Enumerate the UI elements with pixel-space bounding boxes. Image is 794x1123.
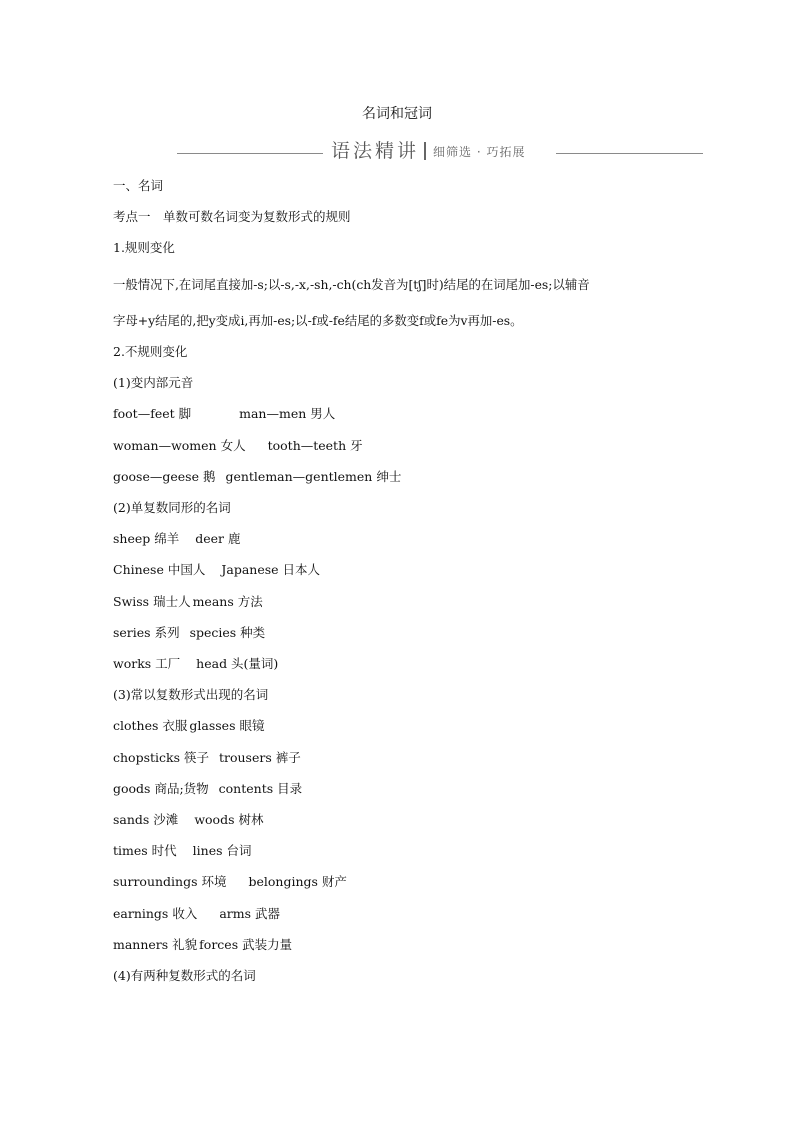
banner-divider: [424, 142, 426, 160]
vocab-item: sheep 绵羊: [113, 531, 180, 546]
vocab-row: [113, 656, 278, 672]
rule1-text-line1: 一般情况下,在词尾直接加-s;以-s,-x,-sh,-ch(ch发音为[tʃ]时)结尾的在词尾加-es;以辅音: [113, 277, 590, 292]
vocab-item: trousers 裤子: [218, 750, 301, 765]
vocab-item: times 时代: [113, 843, 177, 858]
sub1-heading: (1)变内部元音: [113, 375, 194, 390]
section-banner: [177, 139, 703, 167]
vocab-item: species 种类: [189, 625, 266, 640]
banner-sub-label: 细筛选 · 巧拓展: [433, 145, 526, 159]
vocab-item: forces 武装力量: [199, 937, 293, 952]
vocab-row: [113, 874, 347, 890]
vocab-row: [113, 406, 335, 422]
vocab-row: [113, 718, 264, 734]
vocab-row: [113, 812, 263, 828]
vocab-item: goods 商品;货物: [113, 781, 209, 796]
vocab-item: manners 礼貌: [113, 937, 198, 952]
vocab-row: [113, 750, 301, 766]
vocab-item: works 工厂: [113, 656, 181, 671]
section-heading-nouns: 一、名词: [113, 178, 164, 193]
rule1-heading: 1.规则变化: [113, 240, 175, 255]
vocab-item: earnings 收入: [113, 906, 198, 921]
vocab-item: gentleman—gentlemen 绅士: [225, 469, 402, 484]
sub4-heading: (4)有两种复数形式的名词: [113, 968, 256, 983]
vocab-row: [113, 531, 241, 547]
vocab-item: surroundings 环境: [113, 874, 227, 889]
vocab-row: [113, 781, 302, 797]
vocab-row: [113, 594, 263, 610]
sub2-heading: (2)单复数同形的名词: [113, 500, 231, 515]
vocab-row: [113, 625, 265, 641]
vocab-row: [113, 937, 292, 953]
vocab-item: means 方法: [192, 594, 263, 609]
vocab-row: [113, 469, 401, 485]
vocab-row: [113, 562, 320, 578]
banner-main-label: 语法精讲: [331, 140, 420, 162]
vocab-row: [113, 843, 252, 859]
rule2-heading: 2.不规则变化: [113, 344, 188, 359]
vocab-item: man—men 男人: [239, 406, 336, 421]
vocab-item: head 头(量词): [196, 656, 279, 671]
vocab-item: series 系列: [113, 625, 180, 640]
point-heading: 考点一 单数可数名词变为复数形式的规则: [113, 209, 351, 224]
vocab-item: chopsticks 筷子: [113, 750, 209, 765]
banner-right-rule: [556, 153, 703, 154]
vocab-item: Chinese 中国人: [113, 562, 206, 577]
vocab-item: glasses 眼镜: [189, 718, 265, 733]
rule1-text-line2: 字母+y结尾的,把y变成i,再加-es;以-f或-fe结尾的多数变f或fe为v再加-es。: [113, 313, 523, 328]
vocab-item: Swiss 瑞士人: [113, 594, 191, 609]
vocab-item: Japanese 日本人: [221, 562, 321, 577]
sub3-heading: (3)常以复数形式出现的名词: [113, 687, 269, 702]
vocab-item: sands 沙滩: [113, 812, 179, 827]
vocab-item: woods 树林: [194, 812, 264, 827]
page-title: 名词和冠词: [362, 106, 432, 122]
vocab-item: deer 鹿: [195, 531, 241, 546]
vocab-item: foot—feet 脚: [113, 406, 192, 421]
vocab-item: goose—geese 鹅: [113, 469, 216, 484]
vocab-item: lines 台词: [192, 843, 252, 858]
vocab-item: arms 武器: [219, 906, 280, 921]
vocab-row: [113, 906, 280, 922]
vocab-item: woman—women 女人: [113, 438, 246, 453]
vocab-item: clothes 衣服: [113, 718, 188, 733]
vocab-row: [113, 438, 363, 454]
banner-left-rule: [177, 153, 323, 154]
vocab-item: belongings 财产: [248, 874, 347, 889]
vocab-item: tooth—teeth 牙: [267, 438, 363, 453]
vocab-item: contents 目录: [218, 781, 303, 796]
